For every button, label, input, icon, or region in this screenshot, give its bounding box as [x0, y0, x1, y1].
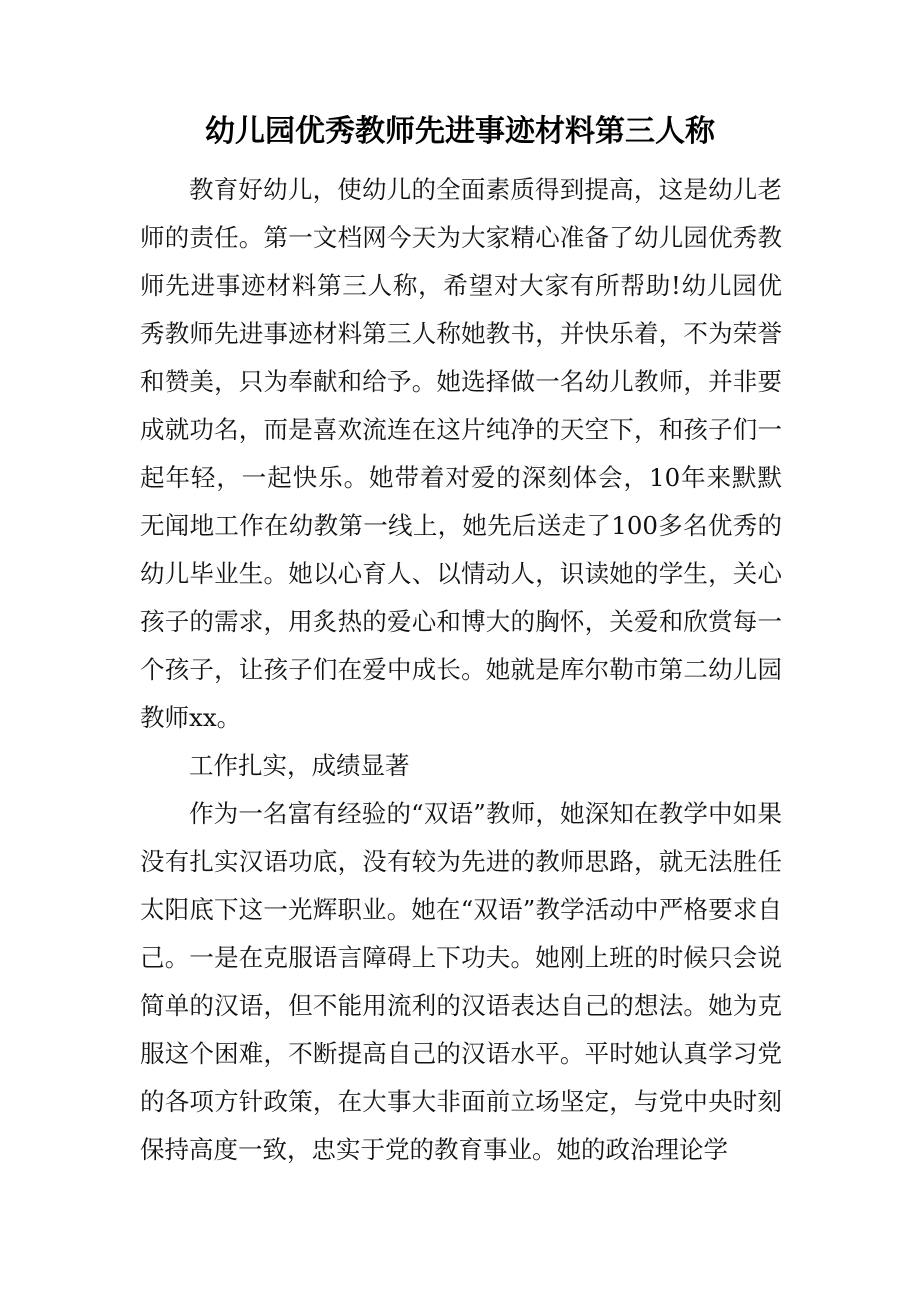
document-title: 幼儿园优秀教师先进事迹材料第三人称 [205, 114, 715, 149]
section-heading: 工作扎实，成绩显著 [189, 751, 410, 780]
paragraph-bilingual-teaching: 作为一名富有经验的“双语”教师，她深知在教学中如果没有扎实汉语功底，没有较为先进的教师思路，就无法胜任太阳底下这一光辉职业。她在“双语”教学活动中严格要求自己。一是在克服语言障碍上下功夫。她刚上班的时候只会说简单的汉语，但不能用流利的汉语表达自己的想法。她为克服这个困难，不断提高自己的汉语水平。平时她认真学习党的各项方针政策，在大事大非面前立场坚定，与党中央时刻保持高度一致，忠实于党的教育事业。她的政治理论学 [140, 799, 782, 1164]
paragraph-intro: 教育好幼儿，使幼儿的全面素质得到提高，这是幼儿老师的责任。第一文档网今天为大家精心准备了幼儿园优秀教师先进事迹材料第三人称，希望对大家有所帮助!幼儿园优秀教师先进事迹材料第三人称她教书，并快乐着，不为荣誉和赞美，只为奉献和给予。她选择做一名幼儿教师，并非要成就功名，而是喜欢流连在这片纯净的天空下，和孩子们一起年轻，一起快乐。她带着对爱的深刻体会，10年来默默无闻地工作在幼教第一线上，她先后送走了100多名优秀的幼儿毕业生。她以心育人、以情动人，识读她的学生，关心孩子的需求，用炙热的爱心和博大的胸怀，关爱和欣赏每一个孩子，让孩子们在爱中成长。她就是库尔勒市第二幼儿园教师xx。 [140, 175, 782, 732]
document-body [140, 166, 782, 1174]
